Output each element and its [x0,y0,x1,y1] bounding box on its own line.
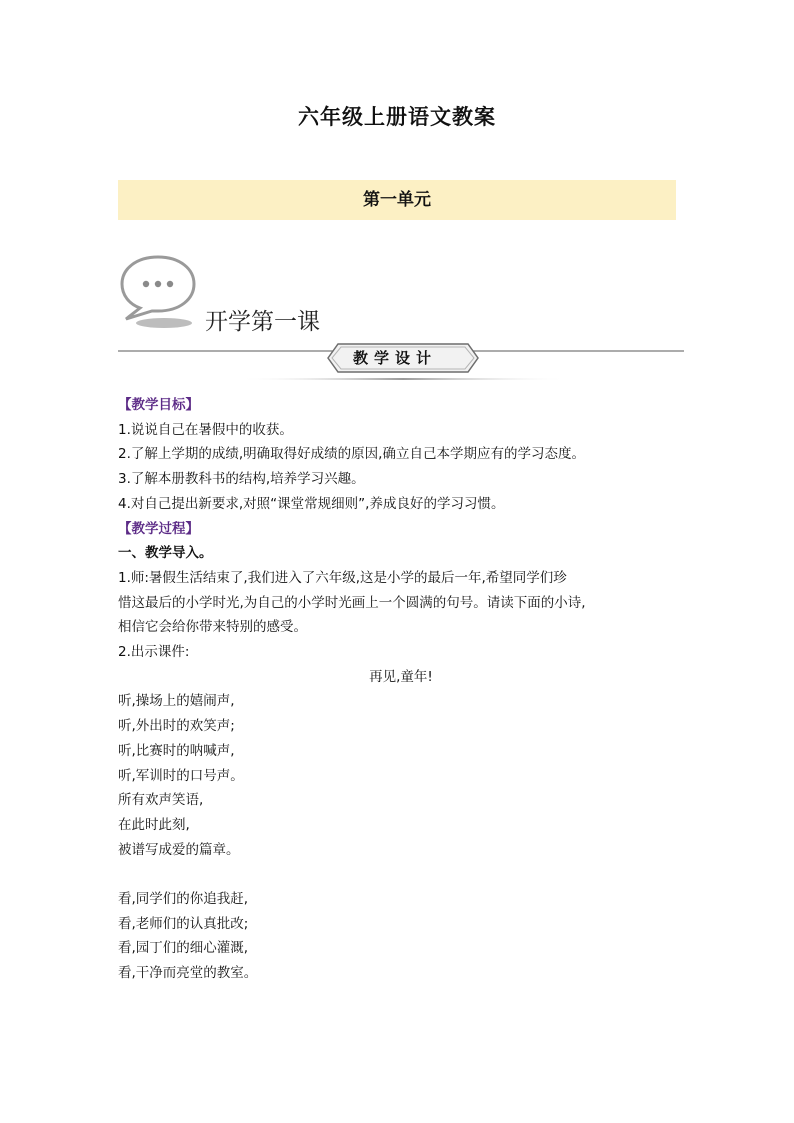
page-title: 六年级上册语文教案 [298,105,496,129]
paragraph-line: 1.师:暑假生活结束了,我们进入了六年级,这是小学的最后一年,希望同学们珍 [118,569,567,586]
poem-line: 听,操场上的嬉闹声, [118,693,235,710]
list-item: 2.出示课件: [118,644,190,661]
poem-line: 听,外出时的欢笑声; [118,718,235,735]
poem-line: 看,园丁们的细心灌溉, [118,940,249,957]
lesson-content [118,393,684,986]
objective-item: 1.说说自己在暑假中的收获。 [118,421,293,438]
objective-item: 2.了解上学期的成绩,明确取得好成绩的原因,确立自己本学期应有的学习态度。 [118,446,585,463]
poem-line: 所有欢声笑语, [118,792,204,809]
poem-line: 被谱写成爱的篇章。 [118,841,240,858]
unit-banner [118,180,676,220]
poem-line: 在此时此刻, [118,816,190,833]
poem-line: 听,比赛时的呐喊声, [118,742,235,759]
paragraph-line: 惜这最后的小学时光,为自己的小学时光画上一个圆满的句号。请读下面的小诗, [118,594,586,611]
unit-banner-label: 第一单元 [363,190,431,210]
poem-line: 看,同学们的你追我赶, [118,891,249,908]
stanza-break [118,862,684,887]
objective-item: 4.对自己提出新要求,对照“课堂常规细则”,养成良好的学习习惯。 [118,495,505,512]
speech-bubble-icon [118,253,200,331]
process-heading: 【教学过程】 [118,520,199,537]
objectives-heading: 【教学目标】 [118,397,199,413]
lesson-title: 开学第一课 [205,309,320,335]
paragraph-line: 相信它会给你带来特别的感受。 [118,619,307,636]
design-label: 教学设计 [352,349,437,367]
poem-line: 看,老师们的认真批改; [118,915,249,932]
poem-title: 再见,童年! [369,668,433,685]
poem-line: 看,干净而亮堂的教室。 [118,965,258,982]
section-heading: 一、教学导入。 [118,545,213,562]
poem-line: 听,军训时的口号声。 [118,767,244,784]
objective-item: 3.了解本册教科书的结构,培养学习兴趣。 [118,471,365,488]
